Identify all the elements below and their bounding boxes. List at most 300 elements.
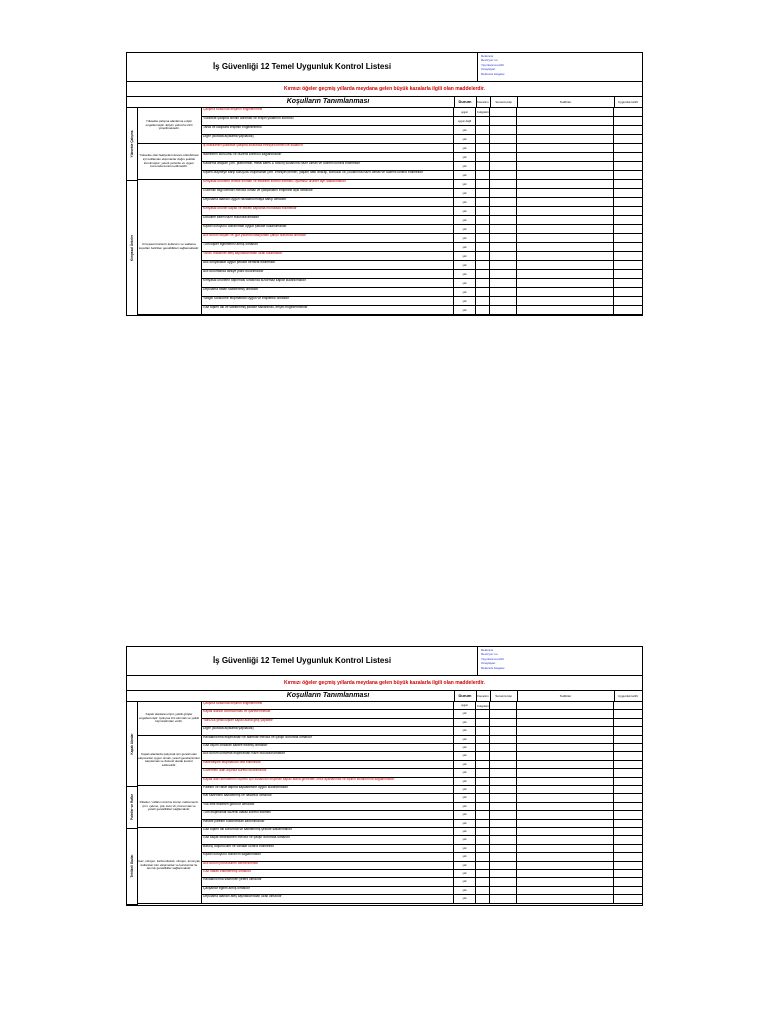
- deficiency-cell[interactable]: [476, 895, 490, 902]
- date-cell[interactable]: [614, 769, 642, 776]
- status-select[interactable]: yok: [454, 853, 476, 860]
- deficiency-cell[interactable]: [476, 744, 490, 751]
- table-row: [202, 887, 642, 895]
- measures-cell[interactable]: [517, 117, 614, 125]
- deficiency-cell[interactable]: [476, 216, 490, 224]
- date-cell[interactable]: [614, 744, 642, 751]
- status-select[interactable]: yok: [454, 719, 476, 726]
- responsible-cell[interactable]: [490, 243, 517, 251]
- deficiency-cell[interactable]: [476, 719, 490, 726]
- measures-cell[interactable]: [517, 135, 614, 143]
- status-select[interactable]: yok: [454, 153, 476, 161]
- status-select[interactable]: yok: [454, 270, 476, 278]
- condition-text: Acil durum duşları ve göz yıkama istasyonları çalışır durumda olmalıdır: [202, 234, 454, 242]
- date-cell[interactable]: [614, 171, 642, 179]
- measures-cell[interactable]: [517, 887, 614, 894]
- status-select[interactable]: yok: [454, 811, 476, 818]
- measures-cell[interactable]: [517, 878, 614, 885]
- requirement-text: Kapalı alanlara erişim yetkili girişler engellenmiştir. Çalışma izni alınmalı ve yetkili kişi tarafından verilir.: [137, 702, 202, 736]
- status-select[interactable]: yok: [454, 216, 476, 224]
- status-select[interactable]: yok: [454, 162, 476, 170]
- status-select[interactable]: uygun: [454, 108, 476, 116]
- measures-cell[interactable]: [517, 279, 614, 287]
- measures-cell[interactable]: [517, 870, 614, 877]
- table-row: [202, 207, 642, 216]
- date-cell[interactable]: [614, 710, 642, 717]
- col-status: Durum: [454, 97, 477, 107]
- deficiency-cell[interactable]: [476, 769, 490, 776]
- deficiency-cell[interactable]: [476, 870, 490, 877]
- deficiency-cell[interactable]: [476, 794, 490, 801]
- meta-approver: Onaylayan: [481, 661, 496, 666]
- status-select[interactable]: yok: [454, 207, 476, 215]
- deficiency-cell[interactable]: [476, 878, 490, 885]
- deficiency-cell[interactable]: [476, 117, 490, 125]
- table-row: [202, 144, 642, 153]
- measures-cell[interactable]: [517, 845, 614, 852]
- deficiency-cell[interactable]: [476, 225, 490, 233]
- responsible-cell[interactable]: [490, 895, 517, 902]
- date-cell[interactable]: [614, 853, 642, 860]
- status-select[interactable]: yok: [454, 752, 476, 759]
- measures-cell[interactable]: [517, 252, 614, 260]
- responsible-cell[interactable]: [490, 710, 517, 717]
- deficiency-cell[interactable]: [476, 710, 490, 717]
- row-group: [202, 108, 642, 144]
- status-select[interactable]: yok: [454, 288, 476, 296]
- responsible-cell[interactable]: [490, 171, 517, 179]
- deficiency-cell[interactable]: [476, 279, 490, 287]
- category-label: [127, 786, 138, 829]
- responsible-cell[interactable]: [490, 853, 517, 860]
- date-cell[interactable]: [614, 279, 642, 287]
- deficiency-cell[interactable]: [476, 786, 490, 793]
- table-row: [202, 727, 642, 735]
- date-cell[interactable]: [614, 288, 642, 296]
- measures-cell[interactable]: [517, 234, 614, 242]
- responsible-cell[interactable]: [490, 794, 517, 801]
- status-select[interactable]: yok: [454, 126, 476, 134]
- measures-cell[interactable]: [517, 243, 614, 251]
- status-select[interactable]: yok: [454, 895, 476, 902]
- table-row: [202, 153, 642, 162]
- condition-text: Gaz kaçak dedektörleri mevcut ve çalışır durumda olmalıdır: [202, 836, 454, 843]
- measures-cell[interactable]: [517, 702, 614, 709]
- deficiency-cell[interactable]: [476, 752, 490, 759]
- responsible-cell[interactable]: [490, 225, 517, 233]
- responsible-cell[interactable]: [490, 736, 517, 743]
- responsible-cell[interactable]: [490, 803, 517, 810]
- status-select[interactable]: yok: [454, 778, 476, 785]
- condition-text: Kişisel koruyucu donanımlar uygun şekilde kullanılmalıdır: [202, 225, 454, 233]
- responsible-cell[interactable]: [490, 820, 517, 827]
- date-cell[interactable]: [614, 297, 642, 305]
- measures-cell[interactable]: [517, 820, 614, 827]
- measures-cell[interactable]: [517, 288, 614, 296]
- responsible-cell[interactable]: [490, 207, 517, 215]
- condition-text: Dökülme kitleri hazır bulundurulmalıdır: [202, 216, 454, 224]
- measures-cell[interactable]: [517, 306, 614, 314]
- condition-text: Paletler ve raflar taşıma kapasitesine uygun kullanılmalıdır: [202, 786, 454, 793]
- date-cell[interactable]: [614, 878, 642, 885]
- measures-cell[interactable]: [517, 778, 614, 785]
- measures-cell[interactable]: [517, 803, 614, 810]
- status-select[interactable]: yok: [454, 761, 476, 768]
- deficiency-cell[interactable]: [476, 126, 490, 134]
- responsible-cell[interactable]: [490, 778, 517, 785]
- status-select[interactable]: yok: [454, 243, 476, 251]
- condition-text: Yalnızca yetkili kişiler kapalı alana giriş yapabilir: [202, 719, 454, 726]
- date-cell[interactable]: [614, 887, 642, 894]
- date-cell[interactable]: [614, 811, 642, 818]
- date-cell[interactable]: [614, 243, 642, 251]
- deficiency-cell[interactable]: [476, 108, 490, 116]
- measures-cell[interactable]: [517, 752, 614, 759]
- deficiency-cell[interactable]: [476, 828, 490, 835]
- sheet-meta: [481, 648, 505, 670]
- date-cell[interactable]: [614, 180, 642, 188]
- date-cell[interactable]: [614, 225, 642, 233]
- measures-cell[interactable]: [517, 761, 614, 768]
- date-cell[interactable]: [614, 270, 642, 278]
- date-cell[interactable]: [614, 727, 642, 734]
- deficiency-cell[interactable]: [476, 297, 490, 305]
- status-select[interactable]: yok: [454, 836, 476, 843]
- condition-text: Tüm kişiler eğitimlerini almış olmalıdır: [202, 243, 454, 251]
- status-select[interactable]: yok: [454, 887, 476, 894]
- status-select[interactable]: yok: [454, 135, 476, 143]
- table-row: [202, 126, 642, 135]
- responsible-cell[interactable]: [490, 288, 517, 296]
- measures-cell[interactable]: [517, 719, 614, 726]
- deficiency-cell[interactable]: [476, 836, 490, 843]
- measures-cell[interactable]: [517, 189, 614, 197]
- date-cell[interactable]: [614, 207, 642, 215]
- table-row: [202, 710, 642, 718]
- measures-cell[interactable]: [517, 736, 614, 743]
- condition-text: Yük limit etiketleri görünür olmalıdır: [202, 803, 454, 810]
- responsible-cell[interactable]: [490, 108, 517, 116]
- responsible-cell[interactable]: [490, 306, 517, 314]
- responsible-cell[interactable]: [490, 887, 517, 894]
- deficiency-cell[interactable]: [476, 820, 490, 827]
- measures-cell[interactable]: [517, 171, 614, 179]
- warning-note: Kırmızı öğeler geçmiş yıllarda meydana gelen büyük kazalarla ilgili olan maddelerdir.: [127, 82, 642, 97]
- meta-revision: Revizyon no: [481, 652, 498, 657]
- date-cell[interactable]: [614, 862, 642, 869]
- status-select[interactable]: yok: [454, 862, 476, 869]
- date-cell[interactable]: [614, 820, 642, 827]
- category-title: Yüksekte Çalışma: [130, 130, 134, 158]
- date-cell[interactable]: [614, 761, 642, 768]
- sheet-header: [127, 53, 642, 82]
- date-cell[interactable]: [614, 803, 642, 810]
- responsible-cell[interactable]: [490, 144, 517, 152]
- status-select[interactable]: yok: [454, 198, 476, 206]
- deficiency-cell[interactable]: [476, 862, 490, 869]
- measures-cell[interactable]: [517, 297, 614, 305]
- table-row: [202, 189, 642, 198]
- responsible-cell[interactable]: [490, 270, 517, 278]
- date-cell[interactable]: [614, 117, 642, 125]
- responsible-cell[interactable]: [490, 845, 517, 852]
- status-select[interactable]: yok: [454, 786, 476, 793]
- responsible-cell[interactable]: [490, 117, 517, 125]
- date-cell[interactable]: [614, 153, 642, 161]
- date-cell[interactable]: [614, 126, 642, 134]
- condition-text: Haberleşme ekipmanları test edilmelidir: [202, 761, 454, 768]
- requirement-text: Kapalı alanlarda çalışmak için gerekli olan ekipmanlar uygun olmalı, yeterli gereksinimleri karşılamalı ve düzenli olarak kontrol edilmelidir.: [137, 736, 202, 786]
- responsible-cell[interactable]: [490, 234, 517, 242]
- measures-cell[interactable]: [517, 727, 614, 734]
- measures-cell[interactable]: [517, 225, 614, 233]
- condition-text: Raf sistemleri sabitlenmiş ve hasarsız olmalıdır: [202, 794, 454, 801]
- requirement-text: Yüksekte olan faaliyetleri devam ettirebilmek için kullanılan ekipmanlar doğru şekilde kurulmuştur; yeterli yerlerde ve uygun konumda kontrol edilmelidir.: [137, 144, 202, 180]
- date-cell[interactable]: [614, 870, 642, 877]
- table-row: [202, 180, 642, 189]
- responsible-cell[interactable]: [490, 135, 517, 143]
- deficiency-cell[interactable]: [476, 153, 490, 161]
- responsible-cell[interactable]: [490, 870, 517, 877]
- condition-text: Hasarlı paletler kullanımdan kaldırılmalıdır: [202, 820, 454, 827]
- requirement-text: Paletler / rafların üzerine konan malzemenin (örn. çekme, yük, kutu vb.) korunmalı ve yeterli gereklilikleri sağlamalıdır.: [137, 786, 202, 828]
- deficiency-cell[interactable]: [476, 845, 490, 852]
- measures-cell[interactable]: [517, 153, 614, 161]
- date-cell[interactable]: [614, 778, 642, 785]
- status-select[interactable]: yok: [454, 189, 476, 197]
- checklist-sheet-2: [126, 646, 643, 906]
- table-row: [202, 761, 642, 769]
- date-cell[interactable]: [614, 719, 642, 726]
- status-select[interactable]: yok: [454, 727, 476, 734]
- status-select[interactable]: yok: [454, 297, 476, 305]
- measures-cell[interactable]: [517, 108, 614, 116]
- deficiency-cell[interactable]: [476, 234, 490, 242]
- deficiency-cell[interactable]: [476, 162, 490, 170]
- measures-cell[interactable]: [517, 895, 614, 902]
- status-select[interactable]: yok: [454, 803, 476, 810]
- measures-cell[interactable]: [517, 710, 614, 717]
- status-select[interactable]: yok: [454, 252, 476, 260]
- table-row: [202, 288, 642, 297]
- responsible-cell[interactable]: [490, 252, 517, 260]
- measures-cell[interactable]: [517, 261, 614, 269]
- responsible-cell[interactable]: [490, 744, 517, 751]
- deficiency-cell[interactable]: [476, 853, 490, 860]
- date-cell[interactable]: [614, 135, 642, 143]
- date-cell[interactable]: [614, 162, 642, 170]
- date-cell[interactable]: [614, 736, 642, 743]
- deficiency-cell[interactable]: [476, 180, 490, 188]
- date-cell[interactable]: [614, 786, 642, 793]
- date-cell[interactable]: [614, 198, 642, 206]
- date-cell[interactable]: [614, 234, 642, 242]
- status-select[interactable]: yok: [454, 744, 476, 751]
- status-select[interactable]: yok: [454, 870, 476, 877]
- responsible-cell[interactable]: [490, 279, 517, 287]
- date-cell[interactable]: [614, 828, 642, 835]
- table-row: [202, 862, 642, 870]
- status-select[interactable]: yok: [454, 171, 476, 179]
- measures-cell[interactable]: [517, 198, 614, 206]
- status-select[interactable]: uygun: [454, 702, 476, 709]
- status-select[interactable]: yok: [454, 736, 476, 743]
- condition-text: Gaz hatları etiketlenmiş olmalıdır: [202, 870, 454, 877]
- measures-cell[interactable]: [517, 828, 614, 835]
- deficiency-cell[interactable]: [476, 887, 490, 894]
- deficiency-cell[interactable]: [476, 778, 490, 785]
- table-row: [202, 736, 642, 744]
- date-cell[interactable]: [614, 261, 642, 269]
- measures-cell[interactable]: [517, 794, 614, 801]
- responsible-cell[interactable]: [490, 761, 517, 768]
- table-row: [202, 306, 642, 315]
- condition-text: Kimyasal ürünlerin taşınması sırasında sızdırmaz kaplar kullanılmalıdır: [202, 279, 454, 287]
- responsible-cell[interactable]: [490, 297, 517, 305]
- category-label: [127, 180, 138, 316]
- deficiency-cell[interactable]: [476, 144, 490, 152]
- date-cell[interactable]: [614, 794, 642, 801]
- status-select[interactable]: yok: [454, 144, 476, 152]
- date-cell[interactable]: [614, 752, 642, 759]
- table-row: [202, 845, 642, 853]
- measures-cell[interactable]: [517, 270, 614, 278]
- col-conditions: Koşulların Tanımlanması: [202, 691, 455, 701]
- date-cell[interactable]: [614, 108, 642, 116]
- date-cell[interactable]: [614, 845, 642, 852]
- deficiency-cell[interactable]: [476, 803, 490, 810]
- responsible-cell[interactable]: [490, 828, 517, 835]
- date-cell[interactable]: [614, 216, 642, 224]
- measures-cell[interactable]: [517, 144, 614, 152]
- deficiency-cell[interactable]: [476, 306, 490, 314]
- deficiency-cell[interactable]: [476, 261, 490, 269]
- status-select[interactable]: yok: [454, 794, 476, 801]
- table-row: [202, 820, 642, 828]
- deficiency-cell[interactable]: [476, 135, 490, 143]
- deficiency-cell[interactable]: [476, 243, 490, 251]
- responsible-cell[interactable]: [490, 719, 517, 726]
- table-row: [202, 836, 642, 844]
- deficiency-cell[interactable]: [476, 702, 490, 709]
- date-cell[interactable]: [614, 189, 642, 197]
- responsible-cell[interactable]: [490, 180, 517, 188]
- measures-cell[interactable]: [517, 862, 614, 869]
- status-select[interactable]: yok: [454, 820, 476, 827]
- responsible-cell[interactable]: [490, 727, 517, 734]
- deficiency-cell[interactable]: [476, 171, 490, 179]
- status-select[interactable]: yok: [454, 261, 476, 269]
- deficiency-cell[interactable]: [476, 288, 490, 296]
- responsible-cell[interactable]: [490, 702, 517, 709]
- responsible-cell[interactable]: [490, 752, 517, 759]
- table-row: [202, 702, 642, 710]
- status-select[interactable]: yok: [454, 878, 476, 885]
- table-row: [202, 853, 642, 861]
- category-title: Kimyasal Ürünler: [130, 234, 134, 261]
- responsible-cell[interactable]: [490, 261, 517, 269]
- measures-cell[interactable]: [517, 853, 614, 860]
- deficiency-cell[interactable]: [476, 189, 490, 197]
- responsible-cell[interactable]: [490, 878, 517, 885]
- deficiency-cell[interactable]: [476, 252, 490, 260]
- measures-cell[interactable]: [517, 216, 614, 224]
- measures-cell[interactable]: [517, 786, 614, 793]
- status-select[interactable]: yok: [454, 234, 476, 242]
- responsible-cell[interactable]: [490, 786, 517, 793]
- category-label: [127, 828, 138, 905]
- deficiency-cell[interactable]: [476, 198, 490, 206]
- responsible-cell[interactable]: [490, 836, 517, 843]
- condition-text: Gaz tüpleri dik ve sabitlenmiş şekilde saklanmalı, erişim engellenmelidir: [202, 306, 454, 314]
- deficiency-cell[interactable]: [476, 727, 490, 734]
- responsible-cell[interactable]: [490, 153, 517, 161]
- condition-text: Acil durum prosedürleri belirlenmelidir: [202, 862, 454, 869]
- sheet-meta: [481, 54, 505, 76]
- status-select[interactable]: yok: [454, 710, 476, 717]
- date-cell[interactable]: [614, 252, 642, 260]
- status-select[interactable]: yok: [454, 225, 476, 233]
- responsible-cell[interactable]: [490, 862, 517, 869]
- responsible-cell[interactable]: [490, 198, 517, 206]
- measures-cell[interactable]: [517, 811, 614, 818]
- deficiency-cell[interactable]: [476, 811, 490, 818]
- date-cell[interactable]: [614, 306, 642, 314]
- measures-cell[interactable]: [517, 180, 614, 188]
- responsible-cell[interactable]: [490, 162, 517, 170]
- status-select[interactable]: yok: [454, 279, 476, 287]
- condition-text: Depolama alanları uygun havalandırmaya sahip olmalıdır: [202, 198, 454, 206]
- measures-cell[interactable]: [517, 744, 614, 751]
- status-select[interactable]: yok: [454, 769, 476, 776]
- responsible-cell[interactable]: [490, 126, 517, 134]
- responsible-cell[interactable]: [490, 216, 517, 224]
- status-select[interactable]: yok: [454, 845, 476, 852]
- date-cell[interactable]: [614, 144, 642, 152]
- deficiency-cell[interactable]: [476, 761, 490, 768]
- date-cell[interactable]: [614, 895, 642, 902]
- condition-text: Acil durum kurtarma ekipmanları hazır bulundurulmalıdır: [202, 752, 454, 759]
- status-select[interactable]: uygun değil: [454, 117, 476, 125]
- status-select[interactable]: yok: [454, 306, 476, 314]
- table-row: [202, 135, 642, 144]
- table-row: [202, 243, 642, 252]
- measures-cell[interactable]: [517, 162, 614, 170]
- col-conditions: Koşulların Tanımlanması: [202, 97, 455, 107]
- responsible-cell[interactable]: [490, 811, 517, 818]
- table-row: [202, 171, 642, 180]
- measures-cell[interactable]: [517, 836, 614, 843]
- meta-reference-docs: Referans belgeler: [481, 71, 505, 76]
- table-row: [202, 786, 642, 794]
- condition-text: Gözetmen alan dışında sürekli bulunmalıdır: [202, 769, 454, 776]
- status-select[interactable]: yok: [454, 828, 476, 835]
- status-select[interactable]: yok: [454, 180, 476, 188]
- measures-cell[interactable]: [517, 126, 614, 134]
- table-row: [202, 778, 642, 786]
- deficiency-cell[interactable]: [476, 270, 490, 278]
- date-cell[interactable]: [614, 702, 642, 709]
- sheet-body: [127, 108, 642, 315]
- date-cell[interactable]: [614, 836, 642, 843]
- measures-cell[interactable]: [517, 769, 614, 776]
- condition-text: Kapalı alan atmosferini ölçmek için kullanılan ekipman kapalı alana girmeden önce ayarlanmalı ve kişinin kullanımına sağlanmalıdır.: [202, 778, 454, 785]
- measures-cell[interactable]: [517, 207, 614, 215]
- responsible-cell[interactable]: [490, 769, 517, 776]
- deficiency-cell[interactable]: [476, 736, 490, 743]
- responsible-cell[interactable]: [490, 189, 517, 197]
- deficiency-cell[interactable]: [476, 207, 490, 215]
